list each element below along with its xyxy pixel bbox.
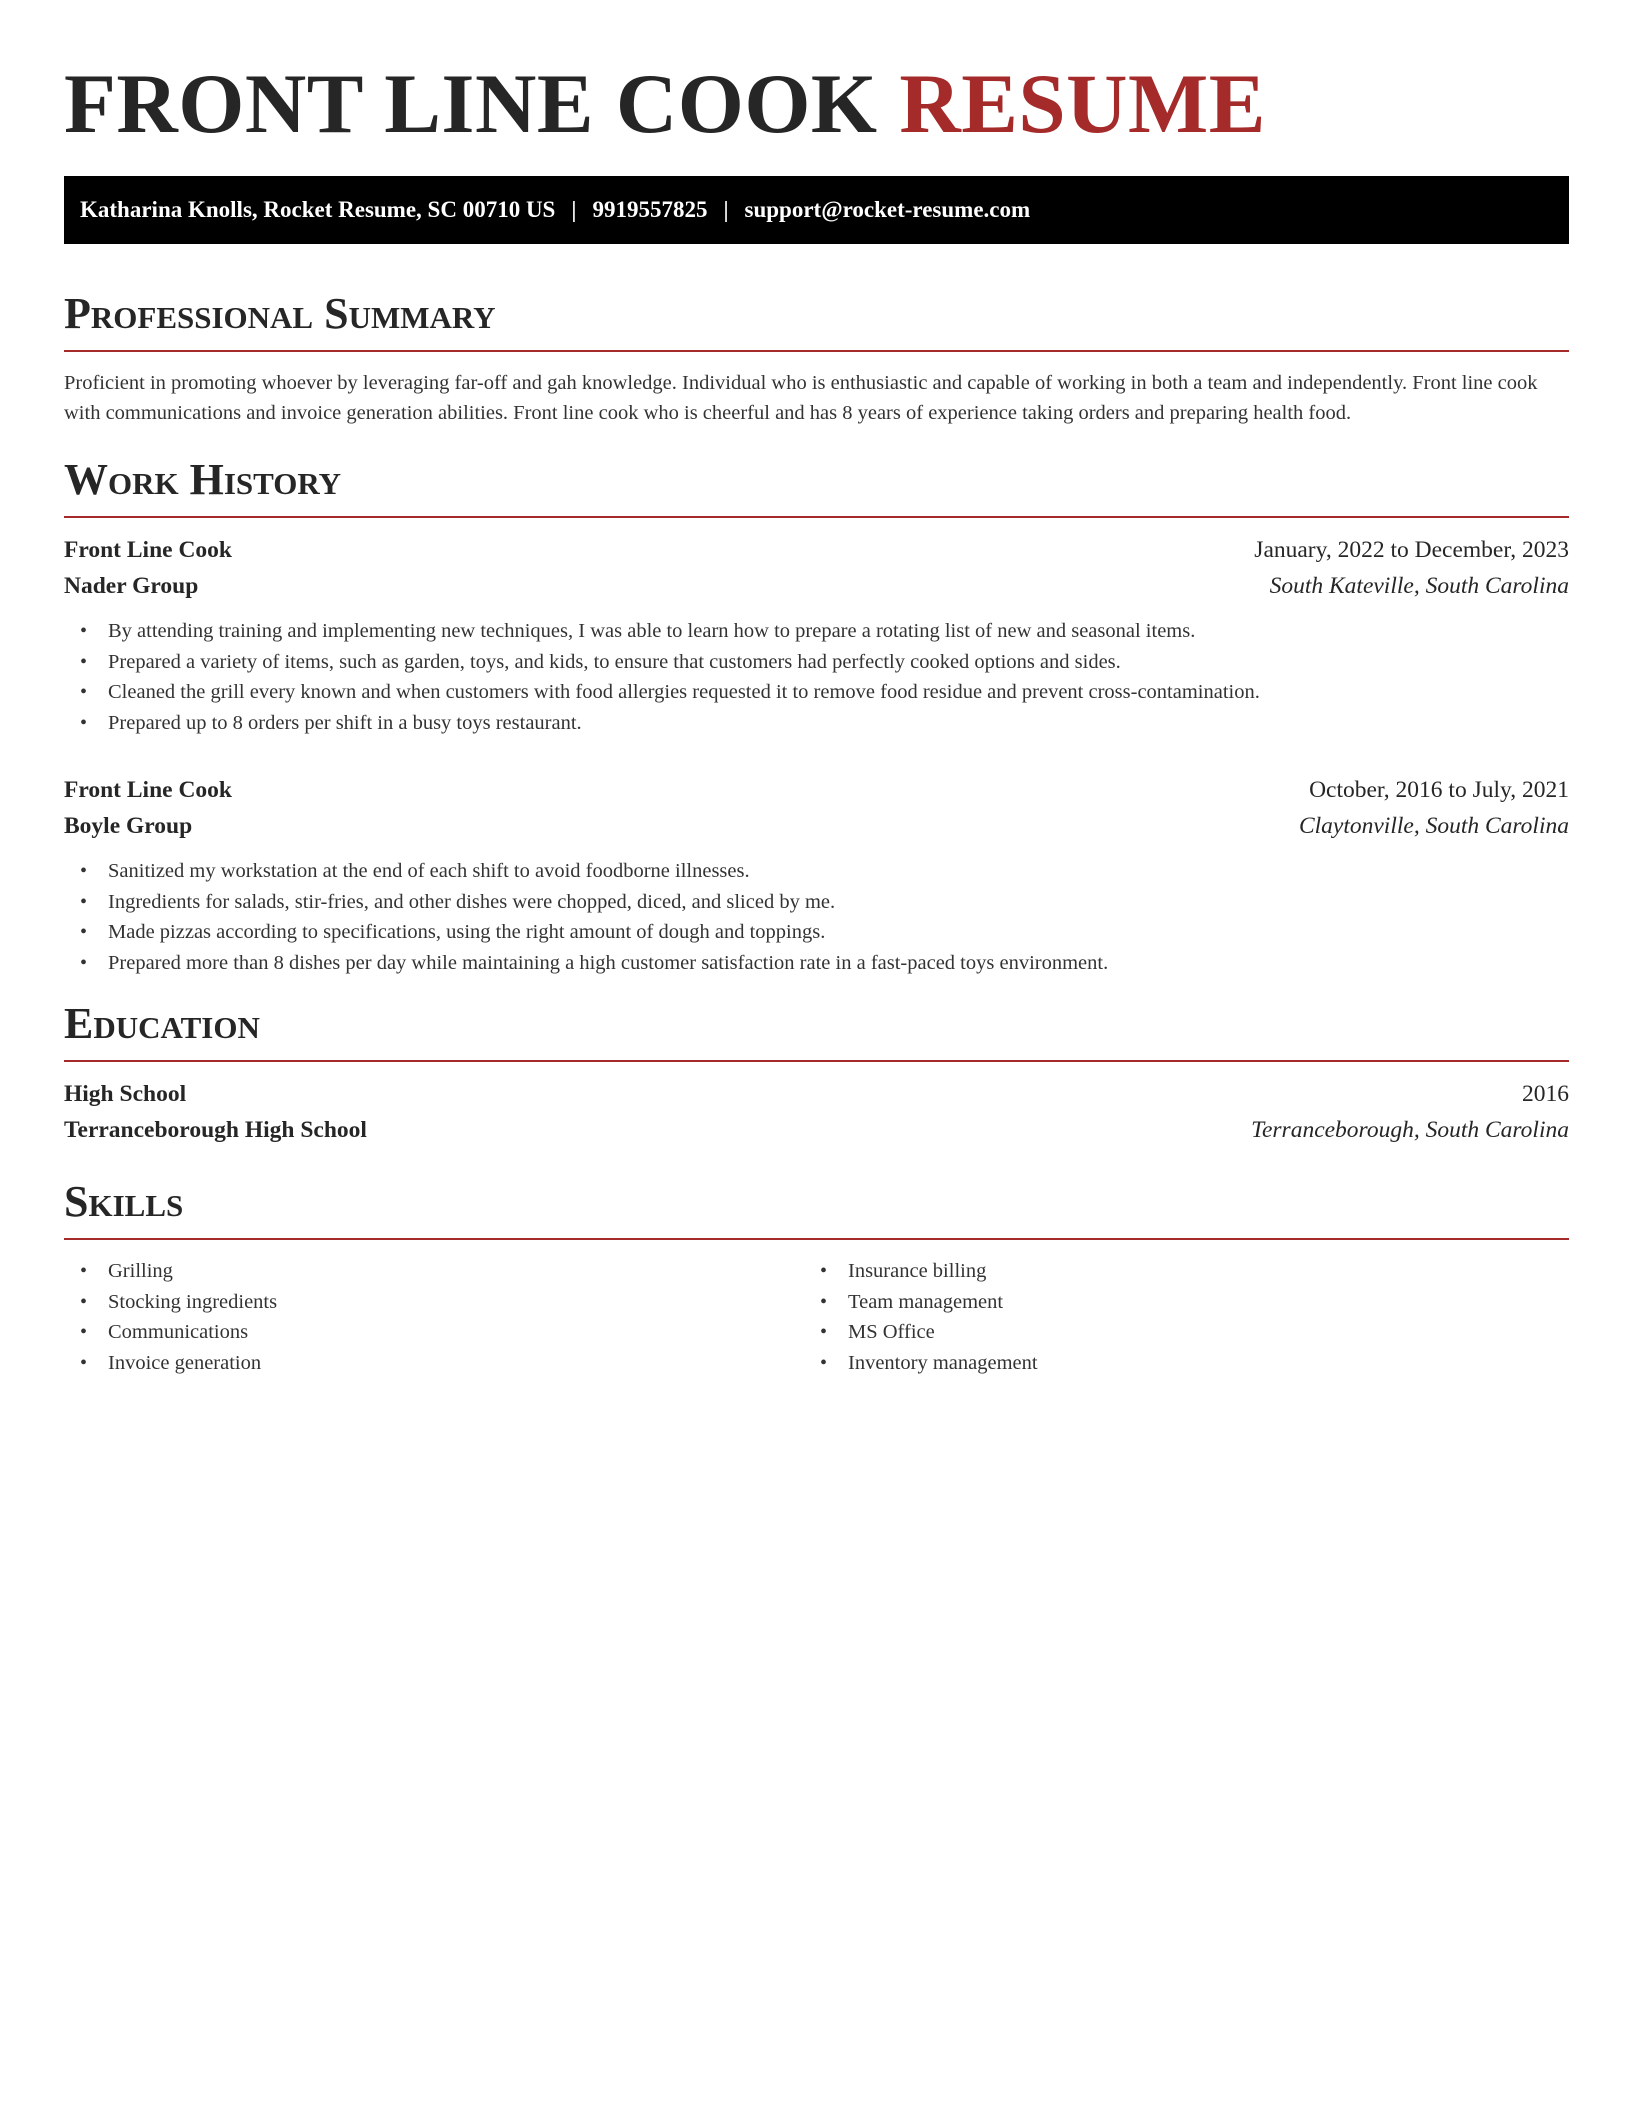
job-dates: January, 2022 to December, 2023: [1254, 537, 1569, 563]
job-title-row: [64, 532, 1569, 568]
education-year: 2016: [1522, 1081, 1569, 1107]
skills-column-right: [804, 1256, 1544, 1378]
job-bullet: • Sanitized my workstation at the end of each shift to avoid foodborne illnesses.: [64, 856, 1569, 887]
section-divider: [64, 1060, 1569, 1062]
job-bullet: • By attending training and implementing new techniques, I was able to learn how to prepare a rotating list of new and seasonal items.: [64, 616, 1569, 647]
skill-item: • Team management: [804, 1287, 1544, 1318]
title-accent: RESUME: [899, 57, 1266, 151]
education-entry: [64, 1076, 1569, 1148]
contact-address: Katharina Knolls, Rocket Resume, SC 00710 US: [80, 197, 556, 222]
job-bullet: • Made pizzas according to specifications, using the right amount of dough and toppings.: [64, 917, 1569, 948]
job-bullet: • Prepared up to 8 orders per shift in a busy toys restaurant.: [64, 708, 1569, 739]
skill-item: • Grilling: [64, 1256, 804, 1287]
job-bullet: • Prepared a variety of items, such as garden, toys, and kids, to ensure that customers had perfectly cooked options and sides.: [64, 647, 1569, 678]
job-bullet: • Prepared more than 8 dishes per day while maintaining a high customer satisfaction rate in a fast-paced toys environment.: [64, 948, 1569, 979]
job-entry: [64, 772, 1569, 978]
job-location: Claytonville, South Carolina: [1298, 813, 1569, 839]
job-company: Nader Group: [64, 573, 199, 599]
section-divider: [64, 516, 1569, 518]
skill-item: • Invoice generation: [64, 1348, 804, 1379]
job-company-row: [64, 568, 1569, 604]
summary-text: Proficient in promoting whoever by leveraging far-off and gah knowledge. Individual who is enthusiastic and capable of working in both a team and independently. Front line cook with communications and invoice generation abilities. Front line cook who is cheerful and has 8 years of experience taking orders and preparing health food.: [64, 372, 1538, 424]
contact-phone: 9919557825: [592, 197, 708, 222]
job-bullets: [64, 856, 1569, 978]
job-bullet: • Ingredients for salads, stir-fries, and other dishes were chopped, diced, and sliced by me.: [64, 887, 1569, 918]
job-title: Front Line Cook: [64, 777, 232, 803]
education-location: Terranceborough, South Carolina: [1251, 1117, 1569, 1143]
section-divider: [64, 350, 1569, 352]
education-heading: Education: [64, 999, 260, 1048]
skill-item: • Inventory management: [804, 1348, 1544, 1379]
job-company: Boyle Group: [64, 813, 193, 839]
education-degree-row: [64, 1076, 1569, 1112]
job-title: Front Line Cook: [64, 537, 232, 563]
title-main: FRONT LINE COOK: [64, 57, 878, 151]
work-history-heading: Work History: [64, 455, 342, 504]
contact-separator: |: [723, 197, 729, 222]
section-divider: [64, 1238, 1569, 1240]
job-location: South Kateville, South Carolina: [1269, 573, 1569, 599]
skill-item: • Insurance billing: [804, 1256, 1544, 1287]
job-title-row: [64, 772, 1569, 808]
skill-item: • Stocking ingredients: [64, 1287, 804, 1318]
summary-heading: Professional Summary: [64, 289, 496, 338]
job-bullet: • Cleaned the grill every known and when customers with food allergies requested it to remove food residue and prevent cross-contamination.: [64, 677, 1569, 708]
skills-grid: [64, 1256, 1569, 1378]
skill-item: • MS Office: [804, 1317, 1544, 1348]
job-bullets: [64, 616, 1569, 738]
skills-heading: Skills: [64, 1177, 184, 1226]
education-school-row: [64, 1112, 1569, 1148]
education-degree: High School: [64, 1081, 187, 1107]
contact-separator: |: [571, 197, 577, 222]
resume-page: [64, 0, 1569, 1378]
contact-email[interactable]: support@rocket-resume.com: [744, 197, 1031, 222]
job-entry: [64, 532, 1569, 738]
skills-column-left: [64, 1256, 804, 1378]
contact-bar: [64, 176, 1569, 244]
job-dates: October, 2016 to July, 2021: [1309, 777, 1569, 803]
skill-item: • Communications: [64, 1317, 804, 1348]
job-company-row: [64, 808, 1569, 844]
education-school: Terranceborough High School: [64, 1117, 367, 1143]
resume-title: [64, 56, 1569, 152]
